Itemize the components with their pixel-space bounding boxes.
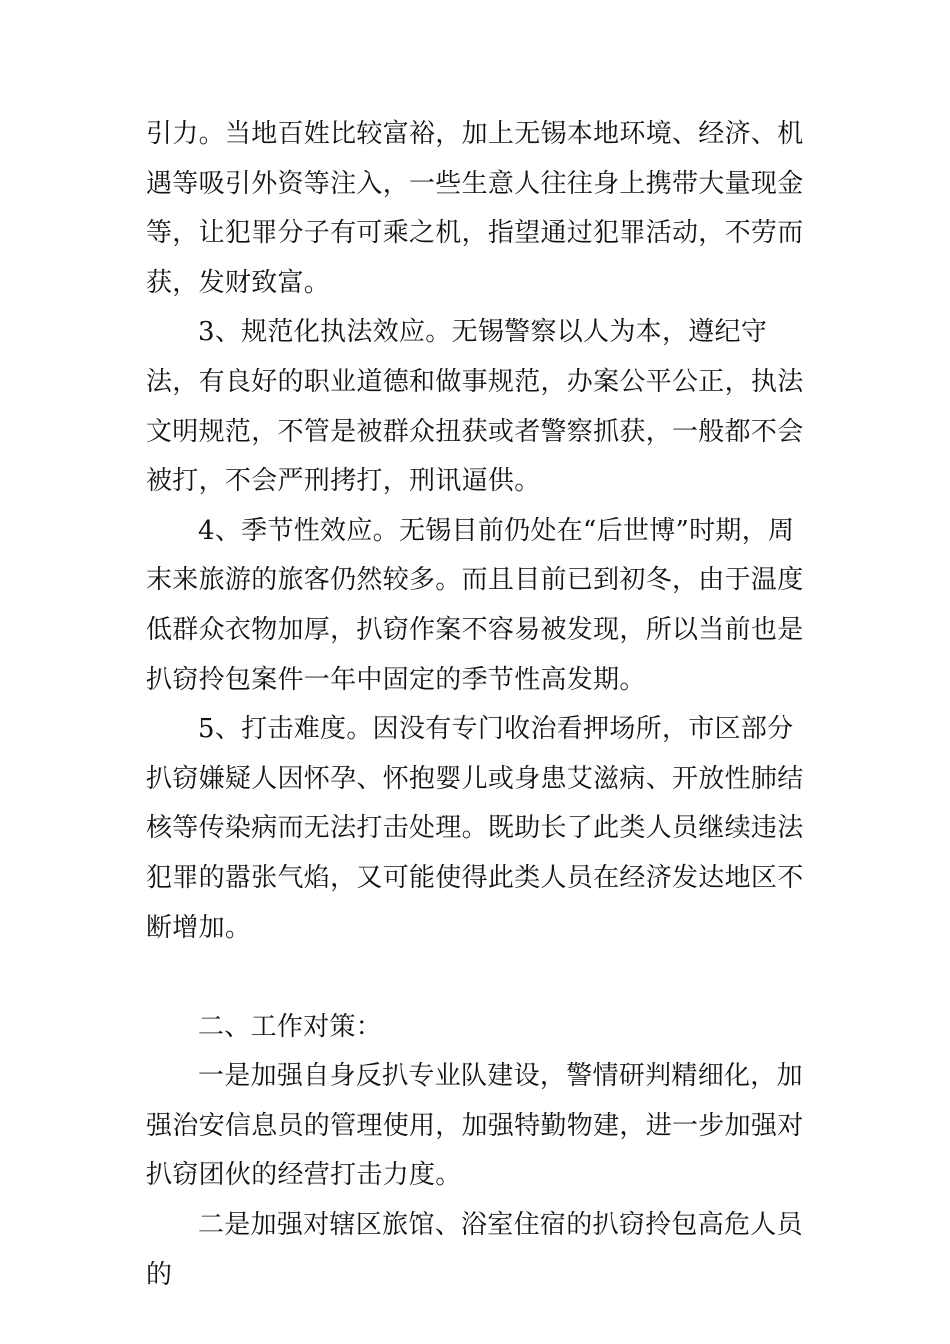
paragraph-strike-difficulty: 5、打击难度。因没有专门收治看押场所，市区部分扒窃嫌疑人因怀孕、怀抱婴儿或身患艾滋病、开放性肺结核等传染病而无法打击处理。既助长了此类人员继续违法犯罪的嚣张气焰，又可能使得此类人员在经济发达地区不断增加。: [146, 714, 804, 943]
paragraph-continuation: 引力。当地百姓比较富裕，加上无锡本地环境、经济、机遇等吸引外资等注入，一些生意人往往身上携带大量现金等，让犯罪分子有可乘之机，指望通过犯罪活动，不劳而获，发财致富。: [146, 119, 804, 298]
section-heading: 二、工作对策：: [198, 1011, 383, 1042]
paragraph-enforcement-effect: 3、规范化执法效应。无锡警察以人为本，遵纪守法，有良好的职业道德和做事规范，办案公平公正，执法文明规范，不管是被群众扭获或者警察抓获，一般都不会被打，不会严刑拷打，刑讯逼供。: [146, 317, 804, 497]
document-body: [146, 110, 810, 1300]
measure-paragraph-2: 二是加强对辖区旅馆、浴室住宿的扒窃拎包高危人员的: [146, 1210, 803, 1290]
paragraph-spacer: [146, 953, 810, 1003]
measure-paragraph-1: 一是加强自身反扒专业队建设，警情研判精细化，加强治安信息员的管理使用，加强特勤物建，进一步加强对扒窃团伙的经营打击力度。: [146, 1061, 804, 1191]
paragraph-seasonal-effect: 4、季节性效应。无锡目前仍处在“后世博”时期，周末来旅游的旅客仍然较多。而且目前已到初冬，由于温度低群众衣物加厚，扒窃作案不容易被发现，所以当前也是扒窃拎包案件一年中固定的季节性高发期。: [146, 515, 804, 695]
